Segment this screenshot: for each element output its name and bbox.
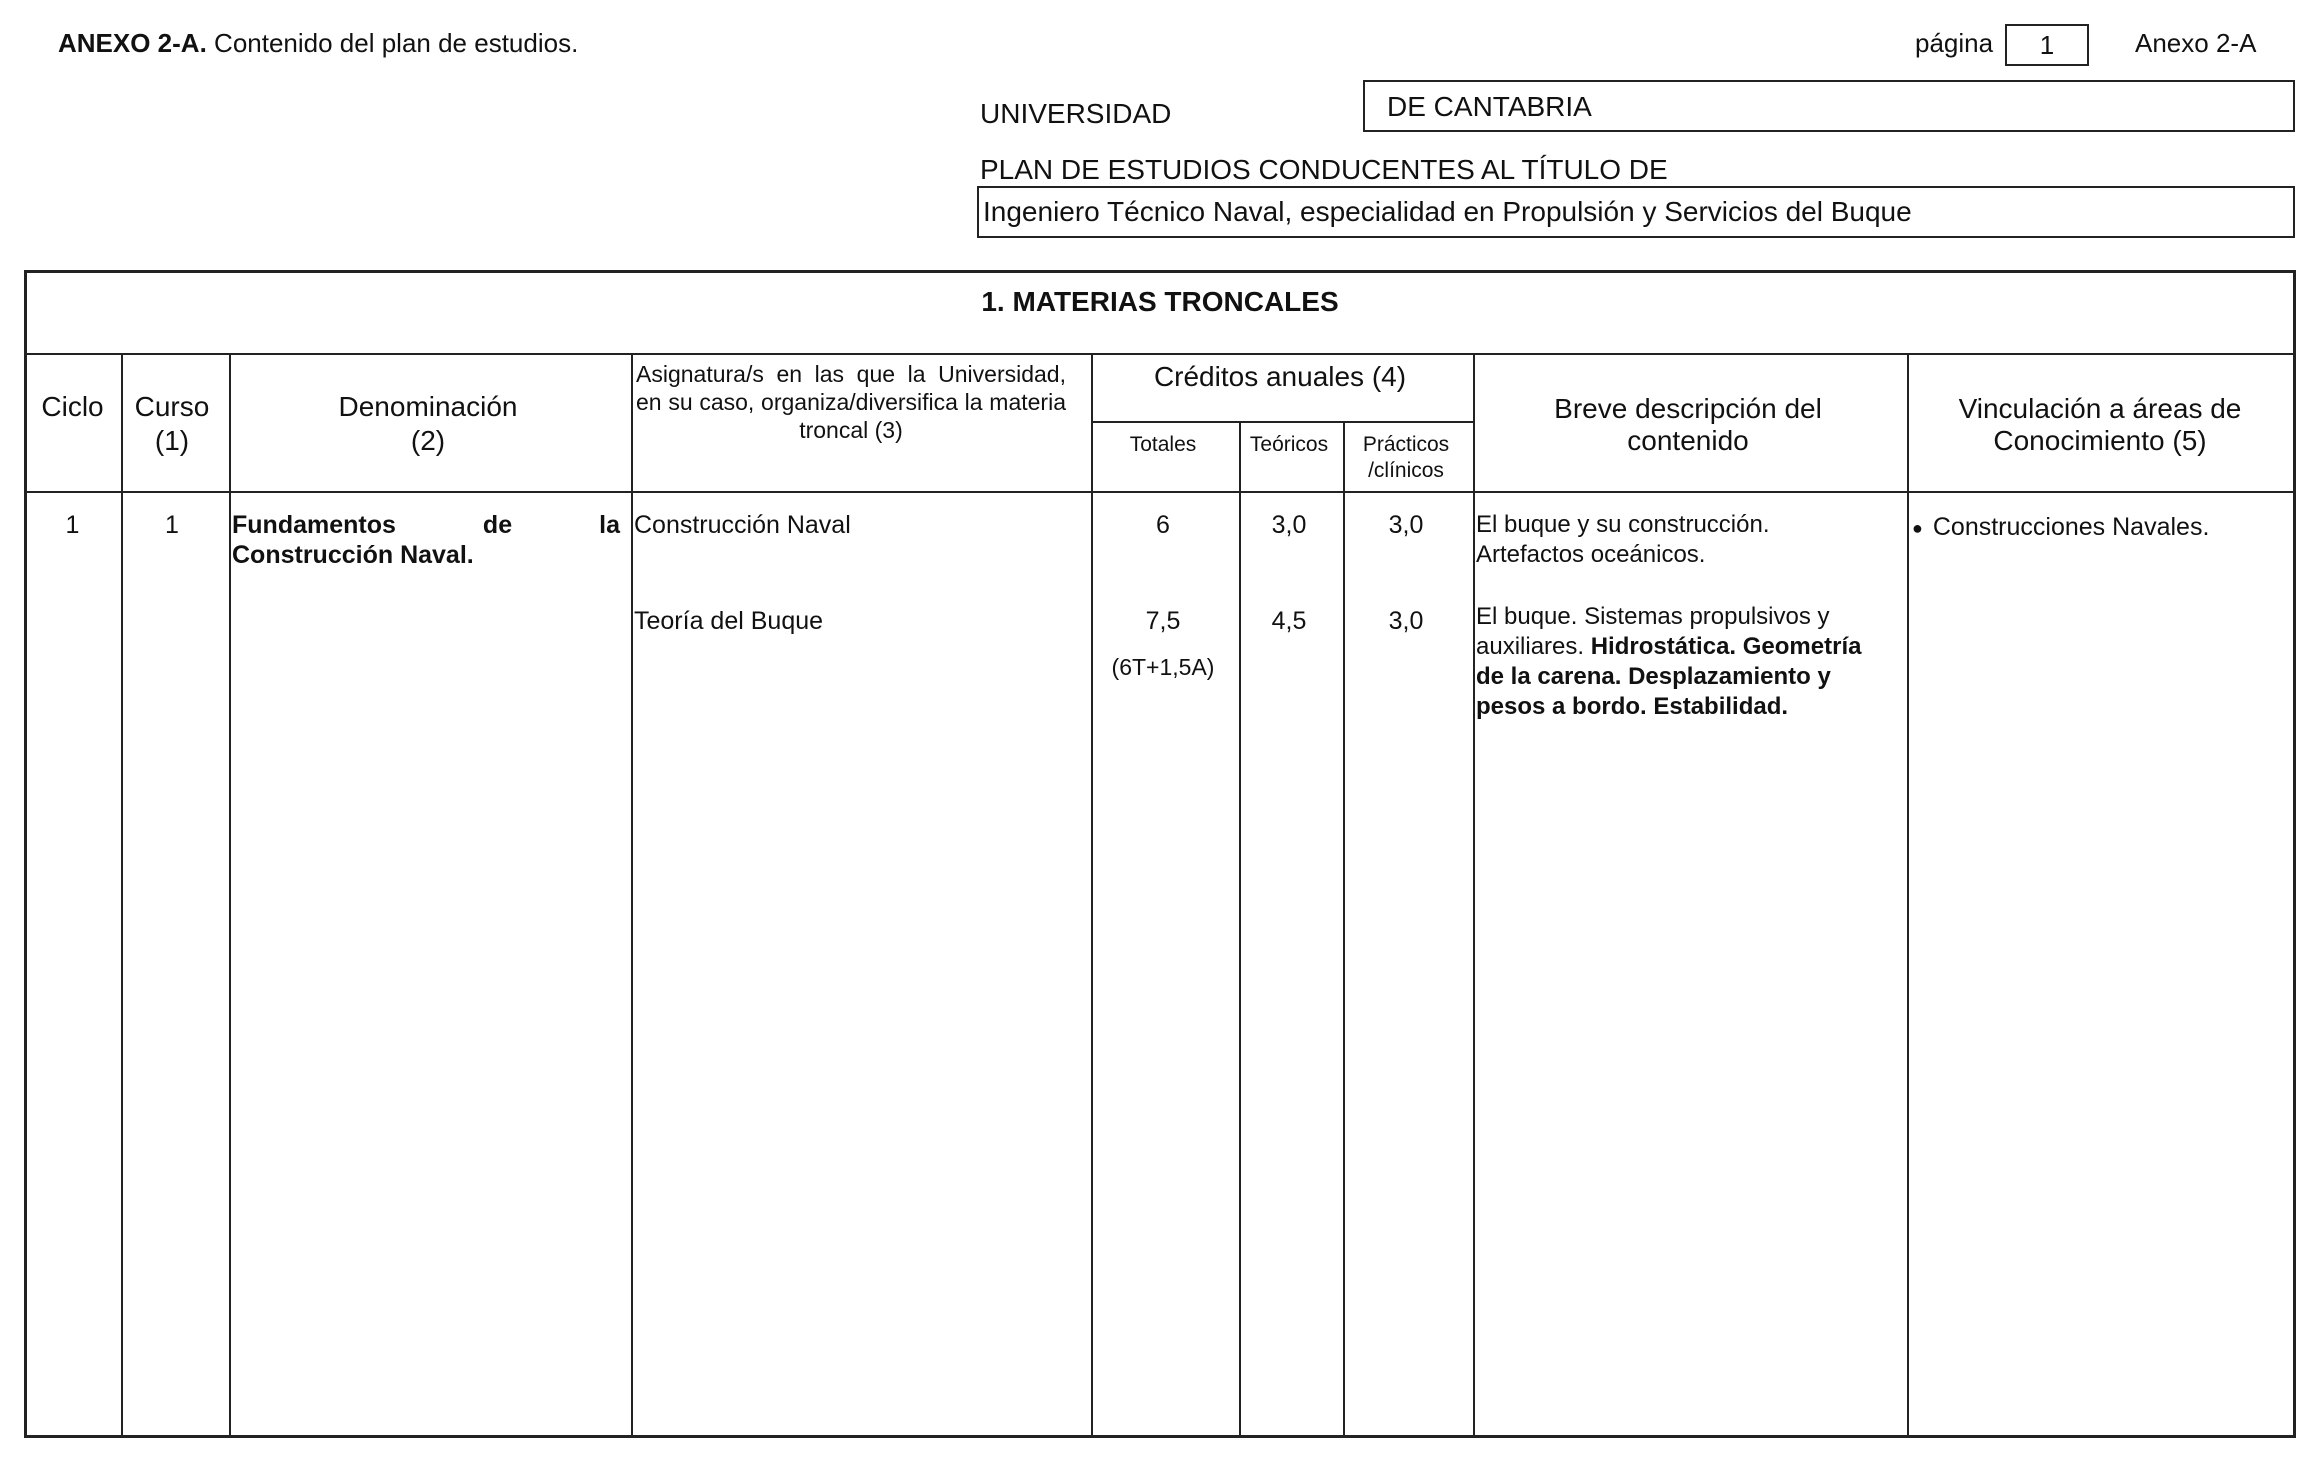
section-title: 1. MATERIAS TRONCALES <box>981 286 1339 317</box>
col-header-asignatura: Asignatura/s en las que la Universidad, en su caso, organiza/diversifica la materia troncal (3) <box>636 361 1066 443</box>
subject-descripcion-text: El buque. Sistemas propulsivos y auxiliares. <box>1476 603 1830 660</box>
subject-asignatura: Construcción Naval <box>634 511 851 539</box>
bullet-icon: ● <box>1912 518 1923 539</box>
section-divider <box>27 353 2293 355</box>
row-curso: 1 <box>165 511 179 539</box>
subject-asignatura: Teoría del Buque <box>634 607 824 635</box>
col-divider <box>631 353 633 1435</box>
col-divider <box>1343 421 1345 1435</box>
vinculacion-text: Construcciones Navales. <box>1932 513 2210 541</box>
page-number-box: 1 <box>2005 24 2089 66</box>
subject-totales-note: (6T+1,5A) <box>1111 654 1215 680</box>
subject-descripcion <box>1476 510 1880 570</box>
col-header-vinculacion-2: Conocimiento (5) <box>1993 425 2207 456</box>
col-header-practicos: Prácticos <box>1362 433 1450 456</box>
university-field: DE CANTABRIA <box>1363 80 2295 132</box>
col-header-teoricos: Teóricos <box>1249 433 1329 456</box>
col-header-practicos-clinicos: /clínicos <box>1368 459 1444 482</box>
page-label: página <box>1915 28 1994 58</box>
plan-label: PLAN DE ESTUDIOS CONDUCENTES AL TÍTULO DE <box>980 154 1668 185</box>
col-divider <box>1473 353 1475 1435</box>
subject-teoricos: 4,5 <box>1271 607 1307 635</box>
col-divider <box>229 353 231 1435</box>
col-header-curso: Curso <box>134 391 210 422</box>
anexo-label: ANEXO 2-A. <box>58 28 207 58</box>
col-header-descripcion-2: contenido <box>1627 425 1749 456</box>
col-header-curso-note: (1) <box>154 425 190 456</box>
subject-practicos: 3,0 <box>1388 511 1424 539</box>
col-header-vinculacion: Vinculación a áreas de <box>1958 393 2242 424</box>
col-header-ciclo: Ciclo <box>41 391 104 422</box>
col-header-denominacion: Denominación <box>338 391 518 422</box>
subject-descripcion <box>1476 602 1888 722</box>
university-label: UNIVERSIDAD <box>980 98 1172 129</box>
anexo-reference: Anexo 2-A <box>2135 28 2257 58</box>
row-denominacion: Fundamentos de la Construcción Naval. <box>232 511 620 569</box>
row-ciclo: 1 <box>65 511 80 539</box>
row-vinculacion <box>1912 512 2282 543</box>
header-divider <box>27 491 2293 493</box>
subject-descripcion-text: El buque y su construcción. Artefactos oceánicos. <box>1476 511 1770 568</box>
col-divider <box>1239 421 1241 1435</box>
document-title <box>58 28 578 59</box>
credits-subheader-divider <box>1091 421 1473 423</box>
col-header-creditos: Créditos anuales (4) <box>1153 361 1407 392</box>
col-header-denominacion-note: (2) <box>410 425 446 456</box>
degree-title-field: Ingeniero Técnico Naval, especialidad en Propulsión y Servicios del Buque <box>977 186 2295 238</box>
col-divider <box>1907 353 1909 1435</box>
subject-teoricos: 3,0 <box>1271 511 1307 539</box>
subject-totales: 7,5 <box>1145 607 1181 635</box>
subject-totales: 6 <box>1156 511 1170 539</box>
subject-descripcion-bold: Hidrostática. Geometría de la carena. Desplazamiento y pesos a bordo. Estabilidad. <box>1476 633 1862 720</box>
document-subtitle: Contenido del plan de estudios. <box>206 28 579 58</box>
col-header-totales: Totales <box>1129 433 1197 456</box>
col-header-descripcion: Breve descripción del <box>1554 393 1822 424</box>
subject-practicos: 3,0 <box>1388 607 1424 635</box>
